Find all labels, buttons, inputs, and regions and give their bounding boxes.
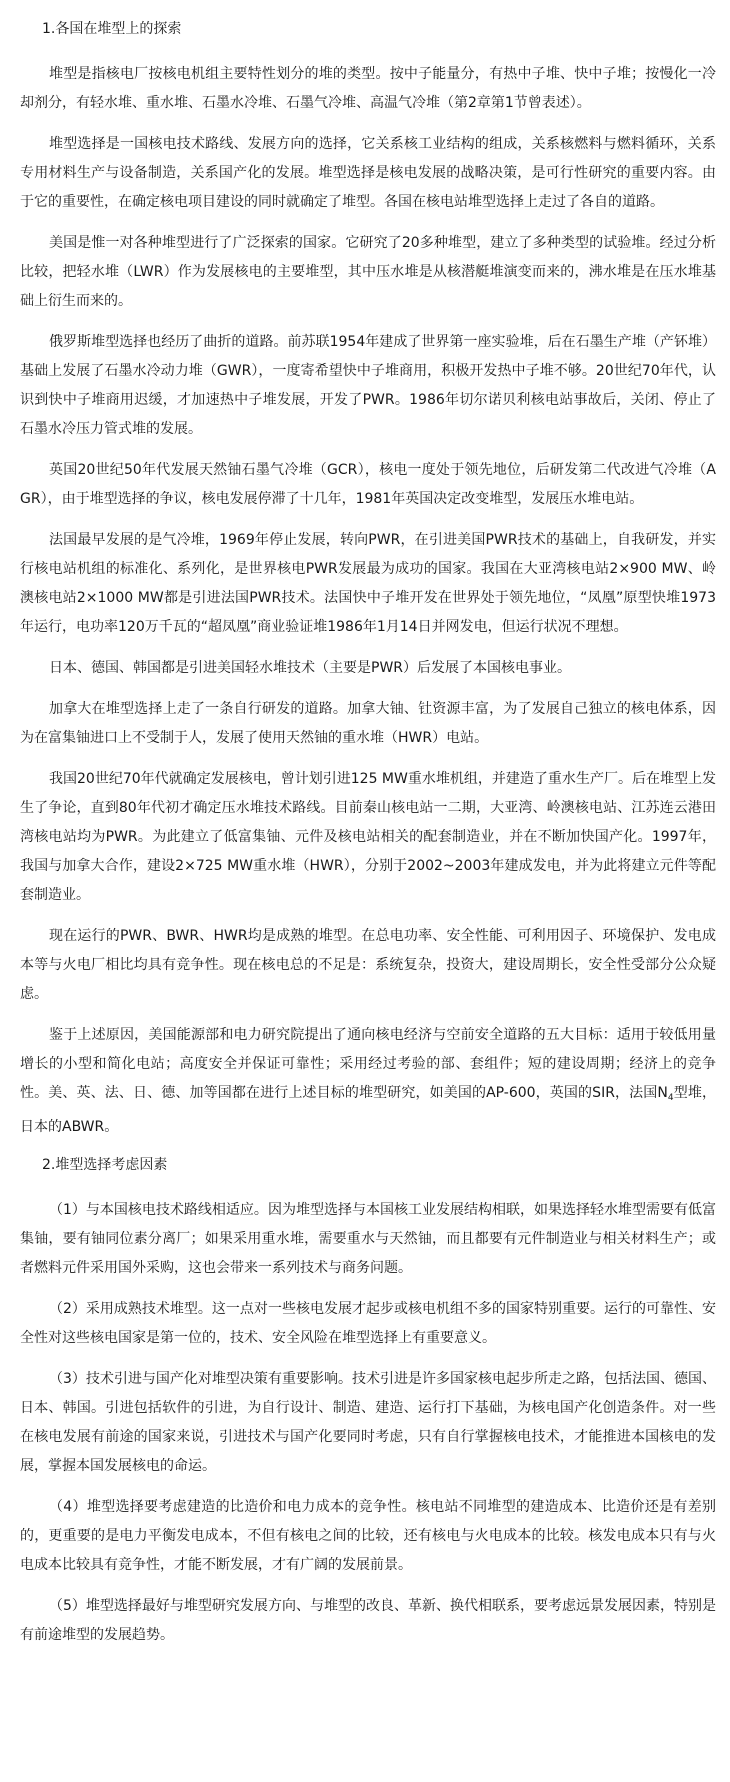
factor-4: （4）堆型选择要考虑建造的比造价和电力成本的竞争性。核电站不同堆型的建造成本、比造价还是有差别的，更重要的是电力平衡发电成本，不但有核电之间的比较，还有核电与火电成本的比较。核发电成本只有与火电成本比较具有竞争性，才能不断发展，才有广阔的发展前景。: [20, 1499, 716, 1573]
paragraph-china: 我国20世纪70年代就确定发展核电，曾计划引进125 MW重水堆机组，并建造了重水生产厂。后在堆型上发生了争论，直到80年代初才确定压水堆技术路线。目前秦山核电站一二期，大亚湾、岭澳核电站、江苏连云港田湾核电站均为PWR。为此建立了低富集铀、元件及核电站相关的配套制造业，并在不断加快国产化。1997年，我国与加拿大合作，建设2×725 MW重水堆（HWR），分别于2002~2003年建成发电，并为此将建立元件等配套制造业。: [20, 771, 716, 903]
paragraph-uk: 英国20世纪50年代发展天然铀石墨气冷堆（GCR），核电一度处于领先地位，后研发第二代改进气冷堆（AGR），由于堆型选择的争议，核电发展停滞了十几年，1981年英国决定改变堆型，发展压水堆电站。: [20, 462, 716, 507]
paragraph-france: 法国最早发展的是气冷堆，1969年停止发展，转向PWR，在引进美国PWR技术的基础上，自我研发，并实行核电站机组的标准化、系列化，是世界核电PWR发展最为成功的国家。我国在大亚湾核电站2×900 MW、岭澳核电站2×1000 MW都是引进法国PWR技术。法国快中子堆开发在世界处于领先地位，“凤凰”原型快堆1973年运行，电功率120万千瓦的“超凤凰”商业验证堆1986年1月14日并网发电，但运行状况不理想。: [20, 532, 716, 635]
paragraph-reactor-selection: 堆型选择是一国核电技术路线、发展方向的选择，它关系核工业结构的组成，关系核燃料与燃料循环，关系专用材料生产与设备制造，关系国产化的发展。堆型选择是核电发展的战略决策，是可行性研究的重要内容。由于它的重要性，在确定核电项目建设的同时就确定了堆型。各国在核电站堆型选择上走过了各自的道路。: [20, 136, 716, 210]
five-goals-text: 鉴于上述原因，美国能源部和电力研究院提出了通向核电经济与空前安全道路的五大目标：适用于较低用量增长的小型和简化电站；高度安全并保证可靠性；采用经过考验的部、套组件；短的建设周期；经济上的竞争性。美、英、法、日、德、加等国都在进行上述目标的堆型研究，如美国的AP-600，英国的SIR，法国N: [20, 1027, 716, 1101]
paragraph-canada: 加拿大在堆型选择上走了一条自行研发的道路。加拿大铀、钍资源丰富，为了发展自己独立的核电体系，因为在富集铀进口上不受制于人，发展了使用天然铀的重水堆（HWR）电站。: [20, 701, 716, 746]
paragraph-reactor-types: 堆型是指核电厂按核电机组主要特性划分的堆的类型。按中子能量分，有热中子堆、快中子堆；按慢化一冷却剂分，有轻水堆、重水堆、石墨水冷堆、石墨气冷堆、高温气冷堆（第2章第1节曾表述）。: [20, 66, 716, 111]
paragraph-japan-germany-korea: 日本、德国、韩国都是引进美国轻水堆技术（主要是PWR）后发展了本国核电事业。: [49, 660, 572, 676]
paragraph-usa: 美国是惟一对各种堆型进行了广泛探索的国家。它研究了20多种堆型，建立了多种类型的试验堆。经过分析比较，把轻水堆（LWR）作为发展核电的主要堆型，其中压水堆是从核潜艇堆演变而来的，沸水堆是在压水堆基础上衍生而来的。: [20, 235, 716, 309]
five-goals-text-end: 型堆，日本的ABWR。: [20, 1085, 716, 1135]
paragraph-current-status: 现在运行的PWR、BWR、HWR均是成熟的堆型。在总电功率、安全性能、可利用因子、环境保护、发电成本等与火电厂相比均具有竞争性。现在核电总的不足是：系统复杂，投资大，建设周期长，安全性受部分公众疑虑。: [20, 928, 716, 1002]
section-heading-1: 1.各国在堆型上的探索: [42, 21, 182, 37]
factor-1: （1）与本国核电技术路线相适应。因为堆型选择与本国核工业发展结构相联，如果选择轻水堆型需要有低富集铀，要有铀同位素分离厂；如果采用重水堆，需要重水与天然铀，而且都要有元件制造业与相关材料生产；或者燃料元件采用国外采购，这也会带来一系列技术与商务问题。: [20, 1202, 716, 1276]
factor-2: （2）采用成熟技术堆型。这一点对一些核电发展才起步或核电机组不多的国家特别重要。运行的可靠性、安全性对这些核电国家是第一位的，技术、安全风险在堆型选择上有重要意义。: [20, 1301, 716, 1346]
paragraph-russia: 俄罗斯堆型选择也经历了曲折的道路。前苏联1954年建成了世界第一座实验堆，后在石墨生产堆（产钚堆）基础上发展了石墨水冷动力堆（GWR），一度寄希望快中子堆商用，积极开发热中子堆不够。20世纪70年代，认识到快中子堆商用迟缓，才加速热中子堆发展，开发了PWR。1986年切尔诺贝利核电站事故后，关闭、停止了石墨水冷压力管式堆的发展。: [20, 334, 716, 437]
factor-3: （3）技术引进与国产化对堆型决策有重要影响。技术引进是许多国家核电起步所走之路，包括法国、德国、日本、韩国。引进包括软件的引进，为自行设计、制造、建造、运行打下基础，为核电国产化创造条件。对一些在核电发展有前途的国家来说，引进技术与国产化要同时考虑，只有自行掌握核电技术，才能推进本国核电的发展，掌握本国发展核电的命运。: [20, 1371, 716, 1474]
paragraph-five-goals: [20, 1021, 716, 1142]
subscript-4: 4: [667, 1093, 674, 1103]
section-heading-2: 2.堆型选择考虑因素: [42, 1157, 168, 1173]
factor-5: （5）堆型选择最好与堆型研究发展方向、与堆型的改良、革新、换代相联系，要考虑远景发展因素，特别是有前途堆型的发展趋势。: [20, 1598, 716, 1643]
